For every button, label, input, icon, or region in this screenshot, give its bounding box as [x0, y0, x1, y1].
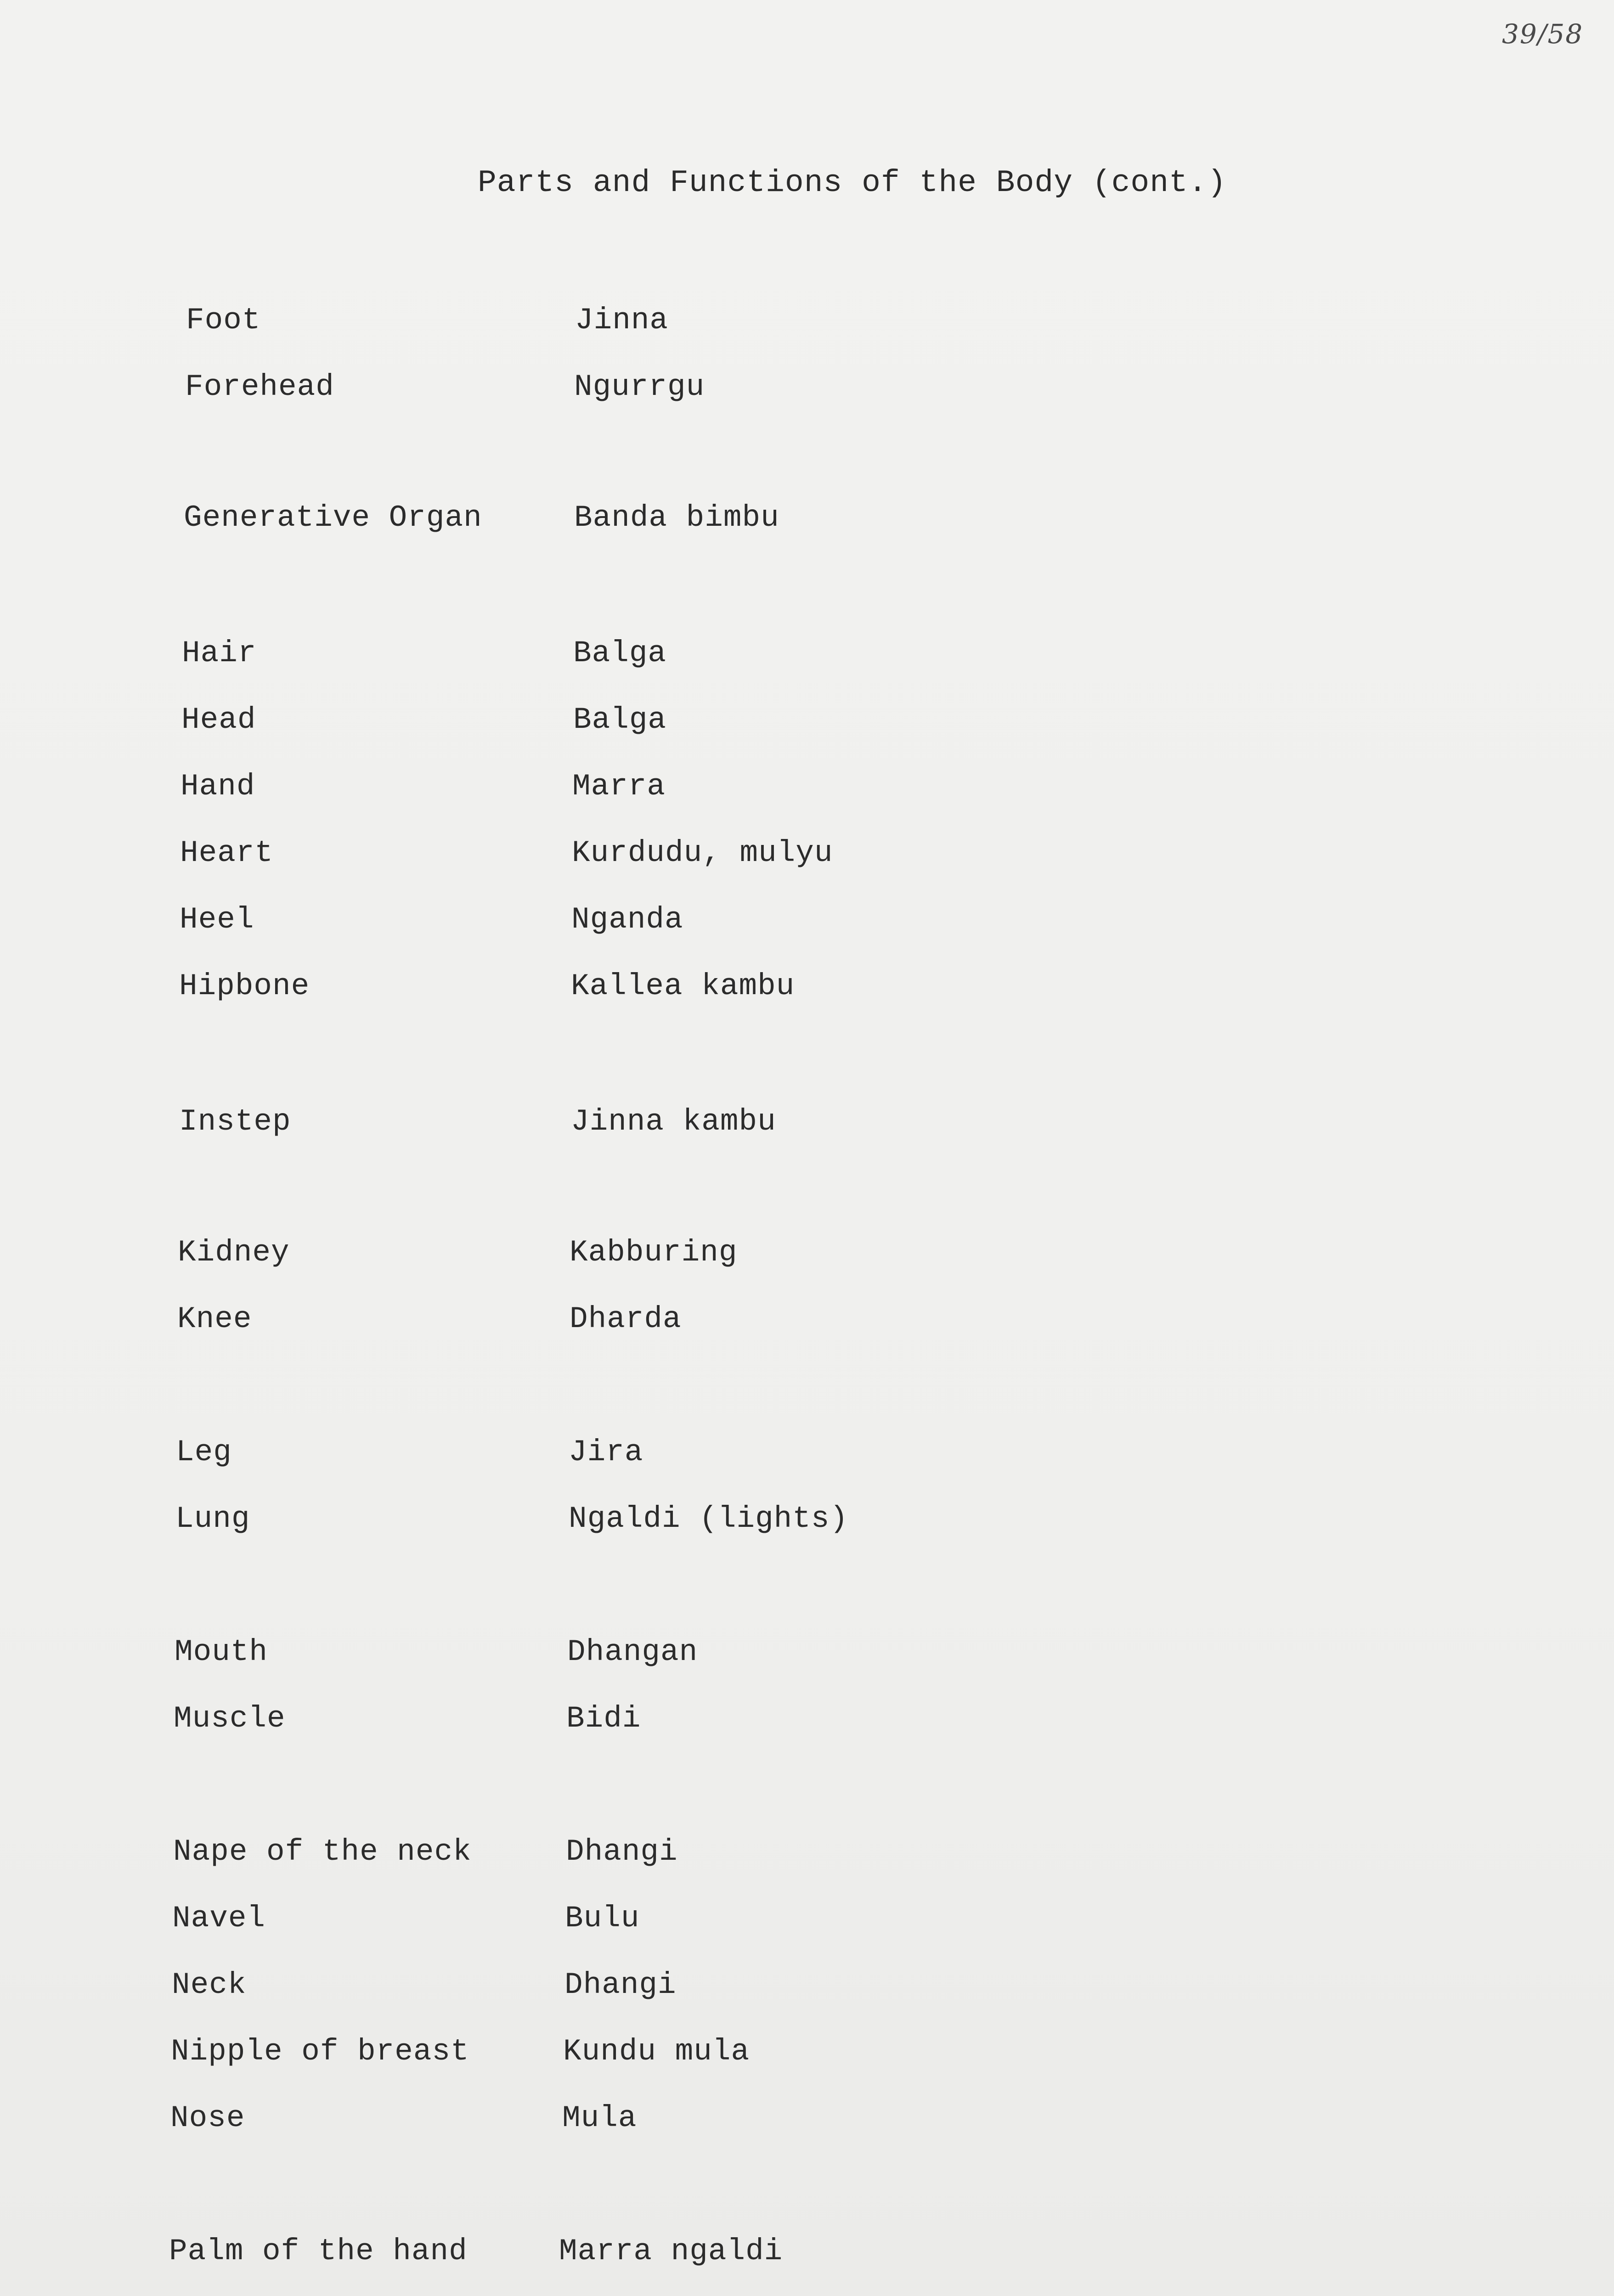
entry-translation: Balga	[573, 636, 667, 670]
list-item	[0, 1701, 641, 1738]
entry-translation: Marra	[572, 769, 666, 804]
entry-translation: Kallea kambu	[571, 969, 795, 1003]
page-title: Parts and Functions of the Body (cont.)	[478, 165, 1227, 201]
entry-term: Nape of the neck	[173, 1835, 472, 1869]
entry-term: Heel	[180, 902, 254, 937]
list-item	[0, 370, 705, 406]
list-item	[0, 2101, 637, 2138]
entry-translation: Jinna	[575, 303, 669, 338]
list-item	[0, 501, 779, 537]
list-item	[0, 1104, 776, 1141]
entry-term: Hair	[182, 636, 257, 670]
entry-translation: Dhangi	[566, 1835, 678, 1869]
entry-translation: Dharda	[570, 1302, 682, 1336]
entry-translation: Marra ngaldi	[559, 2234, 783, 2268]
entry-translation: Kundu mula	[563, 2034, 750, 2069]
list-item	[0, 1235, 738, 1272]
list-item	[0, 703, 667, 739]
entry-term: Hipbone	[179, 969, 310, 1003]
list-item	[0, 969, 795, 1006]
entry-translation: Ngaldi (lights)	[569, 1502, 849, 1536]
list-item	[0, 636, 667, 673]
entry-term: Lung	[175, 1502, 250, 1536]
entry-term: Nipple of breast	[171, 2034, 469, 2069]
entry-translation: Jira	[569, 1435, 643, 1469]
list-item	[0, 769, 666, 806]
entry-translation: Kabburing	[570, 1235, 738, 1270]
list-item	[0, 1901, 640, 1938]
entry-term: Navel	[172, 1901, 266, 1936]
entry-term: Knee	[177, 1302, 252, 1336]
list-item	[0, 1502, 849, 1538]
list-item	[0, 2234, 783, 2271]
entry-term: Mouth	[175, 1635, 268, 1669]
entry-translation: Bidi	[566, 1701, 641, 1736]
list-item	[0, 902, 683, 939]
page-number: 39/58	[1502, 18, 1584, 50]
list-item	[0, 1968, 677, 2004]
entry-translation: Kurdudu, mulyu	[572, 836, 833, 870]
entry-term: Forehead	[185, 370, 334, 404]
list-item	[0, 1835, 678, 1871]
entry-translation: Balga	[573, 703, 667, 737]
list-item	[0, 1435, 643, 1472]
entry-term: Instep	[179, 1104, 291, 1139]
entry-term: Generative Organ	[184, 501, 482, 535]
entry-translation: Ngurrgu	[574, 370, 705, 404]
entry-translation: Mula	[562, 2101, 637, 2135]
entry-term: Hand	[181, 769, 255, 804]
entry-translation: Banda bimbu	[574, 501, 779, 535]
entry-term: Nose	[170, 2101, 245, 2135]
entry-term: Palm of the hand	[169, 2234, 468, 2268]
entry-translation: Dhangi	[564, 1968, 677, 2002]
list-item	[0, 1302, 682, 1339]
list-item	[0, 2034, 750, 2071]
entry-term: Head	[181, 703, 256, 737]
entry-translation: Nganda	[571, 902, 683, 937]
entry-term: Heart	[180, 836, 274, 870]
entry-term: Muscle	[174, 1701, 286, 1736]
list-item	[0, 1635, 698, 1671]
entry-term: Foot	[186, 303, 261, 338]
entry-translation: Dhangan	[567, 1635, 698, 1669]
entry-term: Kidney	[178, 1235, 290, 1270]
entry-translation: Bulu	[565, 1901, 640, 1936]
entry-term: Neck	[172, 1968, 247, 2002]
list-item	[0, 836, 833, 872]
entry-translation: Jinna kambu	[571, 1104, 776, 1139]
entry-term: Leg	[176, 1435, 232, 1469]
list-item	[0, 303, 669, 340]
